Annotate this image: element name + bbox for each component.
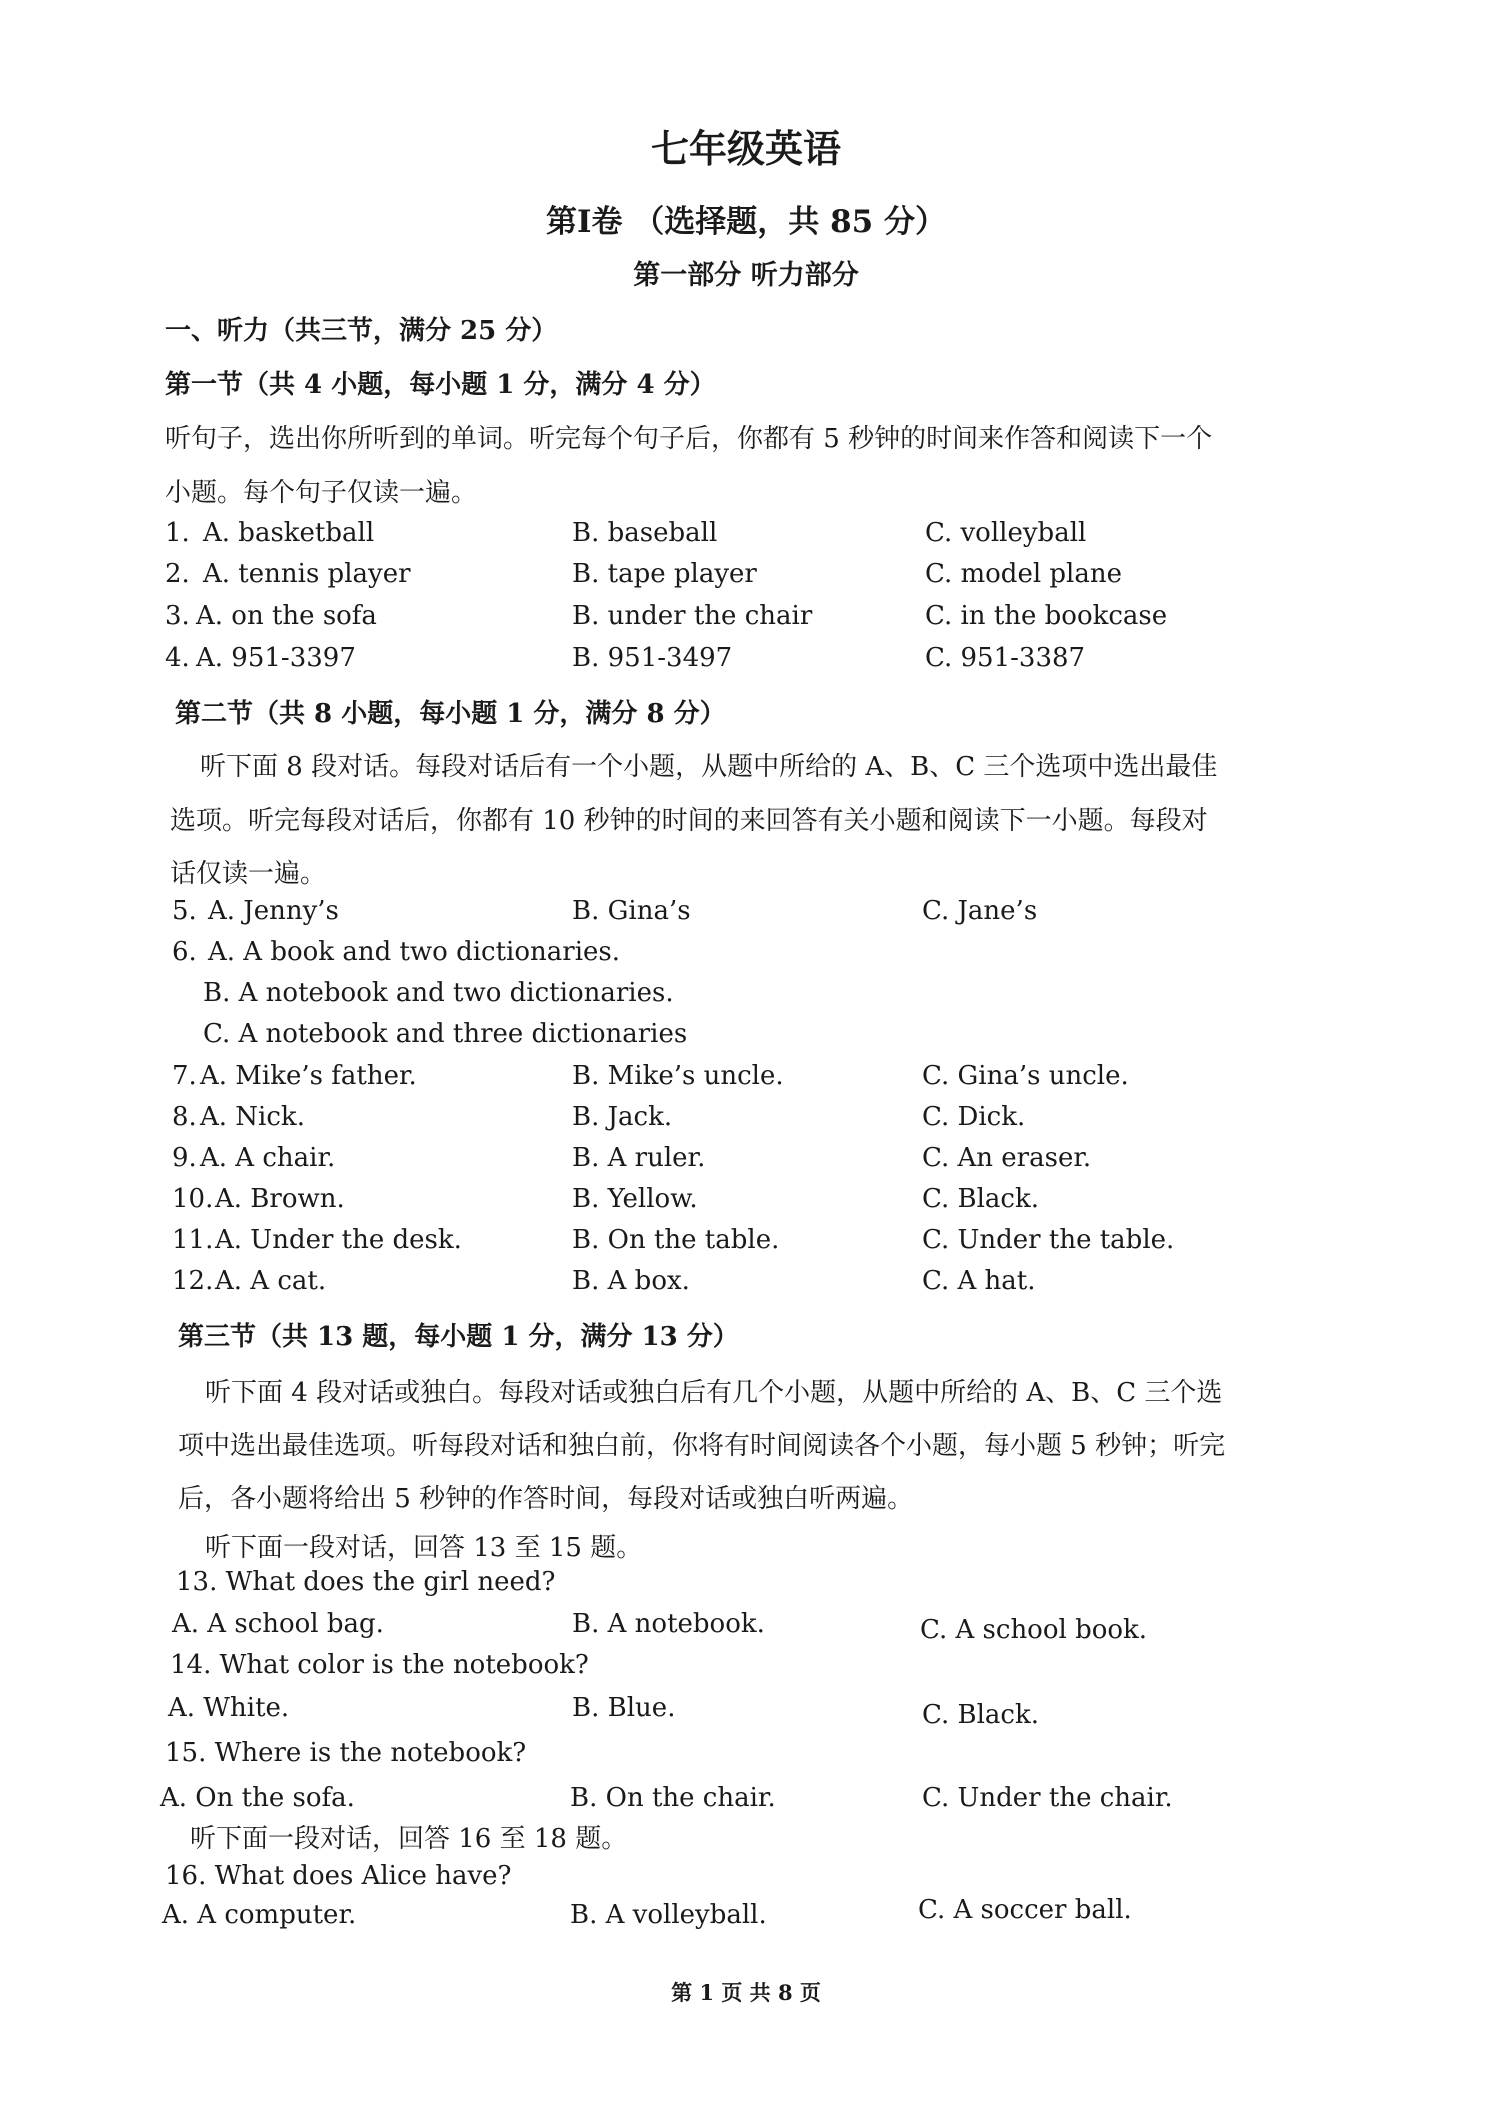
option-b: B. under the chair	[572, 601, 813, 631]
question-number: 12.	[172, 1266, 214, 1296]
option-a: A. A computer.	[162, 1900, 357, 1930]
option-a: A. On the sofa.	[160, 1783, 355, 1813]
page-number: 第 1 页 共 8 页	[671, 1980, 821, 2005]
option-a: A. tennis player	[203, 559, 411, 589]
option-c: C. Under the chair.	[922, 1783, 1173, 1813]
sec3-instruction: 后，各小题将给出 5 秒钟的作答时间，每段对话或独白听两遍。	[178, 1484, 914, 1514]
sec1-heading: 第一节（共 4 小题，每小题 1 分，满分 4 分）	[165, 370, 716, 400]
option-c: C. A soccer ball.	[918, 1895, 1132, 1925]
option-b: B. Yellow.	[572, 1184, 698, 1214]
option-a: A. A cat.	[215, 1266, 327, 1296]
option-b: B. Blue.	[572, 1693, 676, 1723]
option-a: A. Mike’s father.	[200, 1061, 417, 1091]
volume-title: 第Ⅰ卷 （选择题，共 85 分）	[545, 204, 947, 240]
question-stem: 15. Where is the notebook?	[165, 1738, 527, 1768]
option-b: B. A ruler.	[572, 1143, 706, 1173]
sec3-heading: 第三节（共 13 题，每小题 1 分，满分 13 分）	[178, 1322, 739, 1352]
option-c: C. Jane’s	[922, 896, 1038, 926]
option-b: B. On the chair.	[570, 1783, 776, 1813]
exam-title: 七年级英语	[650, 126, 841, 171]
option-c: C. A hat.	[922, 1266, 1036, 1296]
option-c: C. Black.	[922, 1700, 1039, 1730]
question-number: 7.	[172, 1061, 197, 1091]
option-b: B. Mike’s uncle.	[572, 1061, 784, 1091]
question-number: 6.	[172, 937, 197, 967]
option-b: B. 951-3497	[572, 643, 733, 673]
option-b: B. On the table.	[572, 1225, 780, 1255]
option-a: A. on the sofa	[196, 601, 377, 631]
section-heading-listening: 一、听力（共三节，满分 25 分）	[165, 316, 558, 346]
option-b: B. A notebook and two dictionaries.	[203, 978, 674, 1008]
question-number: 3.	[165, 601, 190, 631]
option-a: A. White.	[168, 1693, 290, 1723]
option-b: B. tape player	[572, 559, 757, 589]
question-number: 11.	[172, 1225, 214, 1255]
question-stem: 14. What color is the notebook?	[170, 1650, 589, 1680]
option-b: B. A box.	[572, 1266, 690, 1296]
option-c: C. 951-3387	[925, 643, 1086, 673]
question-number: 8.	[172, 1102, 197, 1132]
option-c: C. Black.	[922, 1184, 1039, 1214]
option-c: C. model plane	[925, 559, 1123, 589]
sec1-instruction: 小题。每个句子仅读一遍。	[165, 478, 478, 508]
question-stem: 16. What does Alice have?	[165, 1861, 512, 1891]
option-c: C. Dick.	[922, 1102, 1026, 1132]
option-a: A. 951-3397	[196, 643, 356, 673]
option-a: A. A school bag.	[172, 1609, 384, 1639]
option-c: C. Under the table.	[922, 1225, 1175, 1255]
option-c: C. in the bookcase	[925, 601, 1168, 631]
option-a: A. A chair.	[200, 1143, 336, 1173]
sec2-instruction: 话仅读一遍。	[170, 859, 327, 889]
option-a: A. Jenny’s	[208, 896, 339, 926]
group-instruction: 听下面一段对话，回答 13 至 15 题。	[205, 1533, 643, 1563]
option-a: A. A book and two dictionaries.	[208, 937, 621, 967]
question-number: 10.	[172, 1184, 214, 1214]
option-b: B. Gina’s	[572, 896, 691, 926]
sec3-instruction: 项中选出最佳选项。听每段对话和独白前，你将有时间阅读各个小题，每小题 5 秒钟；听完	[178, 1431, 1226, 1461]
sec3-instruction: 听下面 4 段对话或独白。每段对话或独白后有几个小题，从题中所给的 A、B、C 三个选	[205, 1378, 1223, 1408]
sec2-instruction: 听下面 8 段对话。每段对话后有一个小题，从题中所给的 A、B、C 三个选项中选出最佳	[200, 752, 1218, 782]
option-c: C. A school book.	[920, 1615, 1148, 1645]
option-c: C. volleyball	[925, 518, 1087, 548]
option-a: A. basketball	[203, 518, 375, 548]
group-instruction: 听下面一段对话，回答 16 至 18 题。	[190, 1824, 628, 1854]
option-c: C. An eraser.	[922, 1143, 1092, 1173]
question-number: 5.	[172, 896, 197, 926]
option-a: A. Nick.	[200, 1102, 305, 1132]
sec1-instruction: 听句子，选出你所听到的单词。听完每个句子后，你都有 5 秒钟的时间来作答和阅读下一个	[165, 424, 1213, 454]
question-number: 4.	[165, 643, 190, 673]
option-b: B. A volleyball.	[570, 1900, 767, 1930]
option-a: A. Brown.	[215, 1184, 345, 1214]
option-a: A. Under the desk.	[215, 1225, 462, 1255]
sec2-instruction: 选项。听完每段对话后，你都有 10 秒钟的时间的来回答有关小题和阅读下一小题。每段对	[170, 806, 1208, 836]
option-c: C. Gina’s uncle.	[922, 1061, 1129, 1091]
question-stem: 13. What does the girl need?	[176, 1567, 556, 1597]
option-b: B. A notebook.	[572, 1609, 765, 1639]
question-number: 2.	[165, 559, 190, 589]
part-title: 第一部分 听力部分	[633, 260, 859, 291]
option-c: C. A notebook and three dictionaries	[203, 1019, 688, 1049]
option-b: B. Jack.	[572, 1102, 673, 1132]
question-number: 1.	[165, 518, 190, 548]
sec2-heading: 第二节（共 8 小题，每小题 1 分，满分 8 分）	[175, 699, 726, 729]
option-b: B. baseball	[572, 518, 718, 548]
question-number: 9.	[172, 1143, 197, 1173]
